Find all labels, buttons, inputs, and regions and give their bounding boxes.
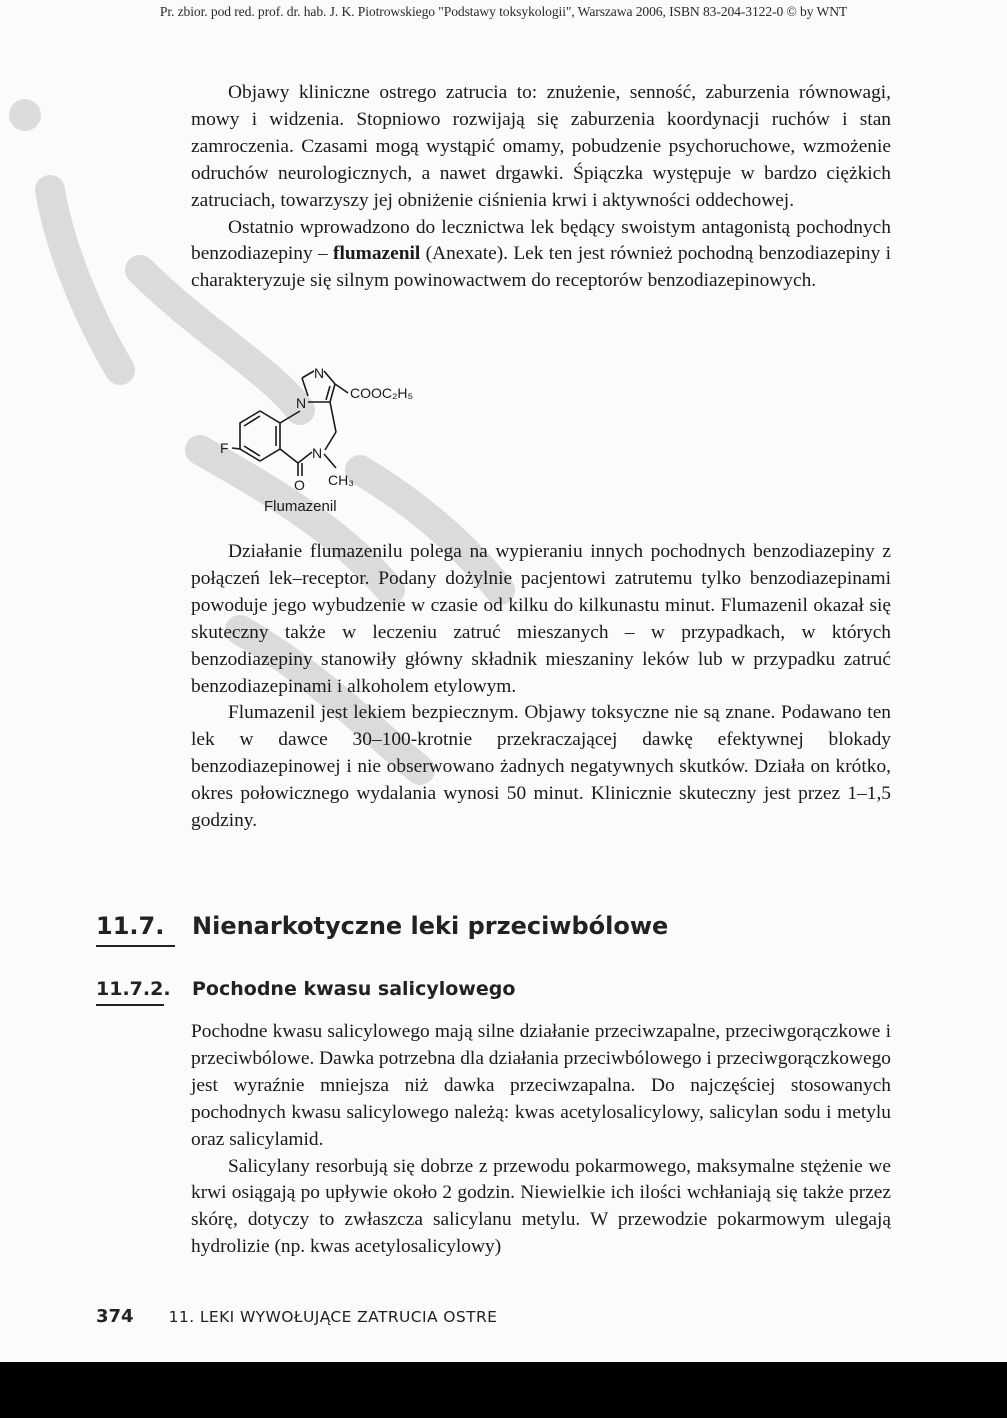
watermark-stroke	[50, 190, 120, 370]
chapter-title: 11. LEKI WYWOŁUJĄCE ZATRUCIA OSTRE	[168, 1308, 498, 1326]
text-run: (Anexate). Lek ten jest również pochodną benzodiazepiny i charakteryzuje się silnym powinowactwem do receptorów benzodiazepinowych.	[191, 243, 891, 292]
paragraph: Flumazenil jest lekiem bezpiecznym. Objawy toksyczne nie są znane. Podawano ten lek w dawce 30–100-krotnie przekraczającej dawkę efektywnej blokady benzodiazepinowej i nie obserwowano żadnych negatywnych skutków. Działa on krótko, okres połowicznego wydalania wynosi 50 minut. Klinicznie skuteczny jest przez 1–1,5 godziny.	[191, 702, 891, 832]
double-bond	[244, 446, 260, 456]
text-run: Ostatnio wprowadzono do lecznictwa lek będący swoistym antagonistą pochodnych benzodiazepiny –	[191, 216, 891, 265]
text-block-bottom	[191, 1019, 891, 1261]
atom-n: N	[312, 445, 323, 461]
atom-n: N	[314, 366, 325, 381]
paragraph: Salicylany resorbują się dobrze z przewodu pokarmowego, maksymalne stężenie we krwi osiągają po upływie około 2 godzin. Niewielkie ich ilości wchłaniają się także przez skórę, dotyczy to zwłaszcza salicylanu metylu. W przewodzie pokarmowym ulegają hydrolizie (np. kwas acetylosalicylowy)	[191, 1155, 891, 1258]
paragraph: Działanie flumazenilu polega na wypieraniu innych pochodnych benzodiazepiny z połączeń lek–receptor. Podany dożylnie pacjentowi zatrutemu tylko benzodiazepinami powoduje jego wybudzenie w czasie od kilku do kilkunastu minut. Flumazenil okazał się skuteczny także w leczeniu zatruć mieszanych – w przypadkach, w których benzodiazepiny stanowiły główny składnik mieszaniny leków lub w przypadku zatruć benzodiazepinami i alkoholem etylowym.	[191, 541, 891, 697]
ester-group: COOC₂H₅	[350, 385, 414, 401]
section-number: 11.7.	[96, 912, 165, 940]
bond	[280, 411, 300, 423]
section-title: Nienarkotyczne leki przeciwbólowe	[192, 912, 669, 940]
methyl-group: CH₃	[328, 472, 354, 488]
flumazenil-structure	[220, 366, 460, 526]
subsection-title: Pochodne kwasu salicylowego	[192, 978, 516, 1000]
bond	[298, 452, 312, 463]
atom-f: F	[220, 440, 229, 456]
bond	[324, 371, 335, 384]
atom-o: O	[294, 477, 305, 493]
figure-caption: Flumazenil	[264, 498, 337, 515]
bond	[335, 384, 348, 393]
double-bond	[326, 386, 330, 400]
benzene-ring	[240, 411, 280, 461]
paragraph: Objawy kliniczne ostrego zatrucia to: znużenie, senność, zaburzenia równowagi, mowy i widzenia. Stopniowo rozwijają się zaburzenia koordynacji ruchów i stan zamroczenia. Czasami mogą wystąpić omamy, pobudzenie psychoruchowe, wzmożenie odruchów neurologicznych, a nawet drgawki. Śpiączka występuje w bardzo ciężkich zatruciach, towarzyszy jej obniżenie ciśnienia krwi i aktywności oddechowej.	[191, 82, 891, 211]
atom-n: N	[296, 395, 307, 411]
double-bond	[302, 371, 314, 378]
bond	[280, 449, 298, 463]
page-number: 374	[96, 1306, 134, 1327]
subsection-underline	[96, 1004, 164, 1006]
paragraph: Pochodne kwasu salicylowego mają silne działanie przeciwzapalne, przeciwgorączkowe i przeciwbólowe. Dawka potrzebna dla działania przeciwbólowego i przeciwgorączkowego jest wyraźnie mniejsza niż dawka przeciwzapalna. Do najczęściej stosowanych pochodnych kwasu salicylowego należą: kwas acetylosalicylowy, salicylan sodu i metylu oraz salicylamid.	[191, 1021, 891, 1150]
bold-term: flumazenil	[333, 243, 421, 265]
bond	[325, 432, 336, 450]
page-footer	[96, 1306, 497, 1327]
bond	[232, 448, 240, 449]
text-block-middle	[191, 539, 891, 835]
bond	[330, 402, 336, 432]
bond	[324, 454, 336, 468]
double-bond	[244, 416, 260, 426]
text-block-top	[191, 80, 891, 295]
bond	[330, 384, 335, 402]
paragraph	[191, 215, 891, 296]
bond	[302, 378, 308, 396]
section-underline	[96, 945, 175, 947]
subsection-number: 11.7.2.	[96, 978, 171, 1000]
running-header: Pr. zbior. pod red. prof. dr. hab. J. K. Piotrowskiego "Podstawy toksykologii", Warszawa 2006, ISBN 83-204-3122-0 © by WNT	[159, 4, 848, 19]
watermark-dot	[9, 99, 41, 131]
